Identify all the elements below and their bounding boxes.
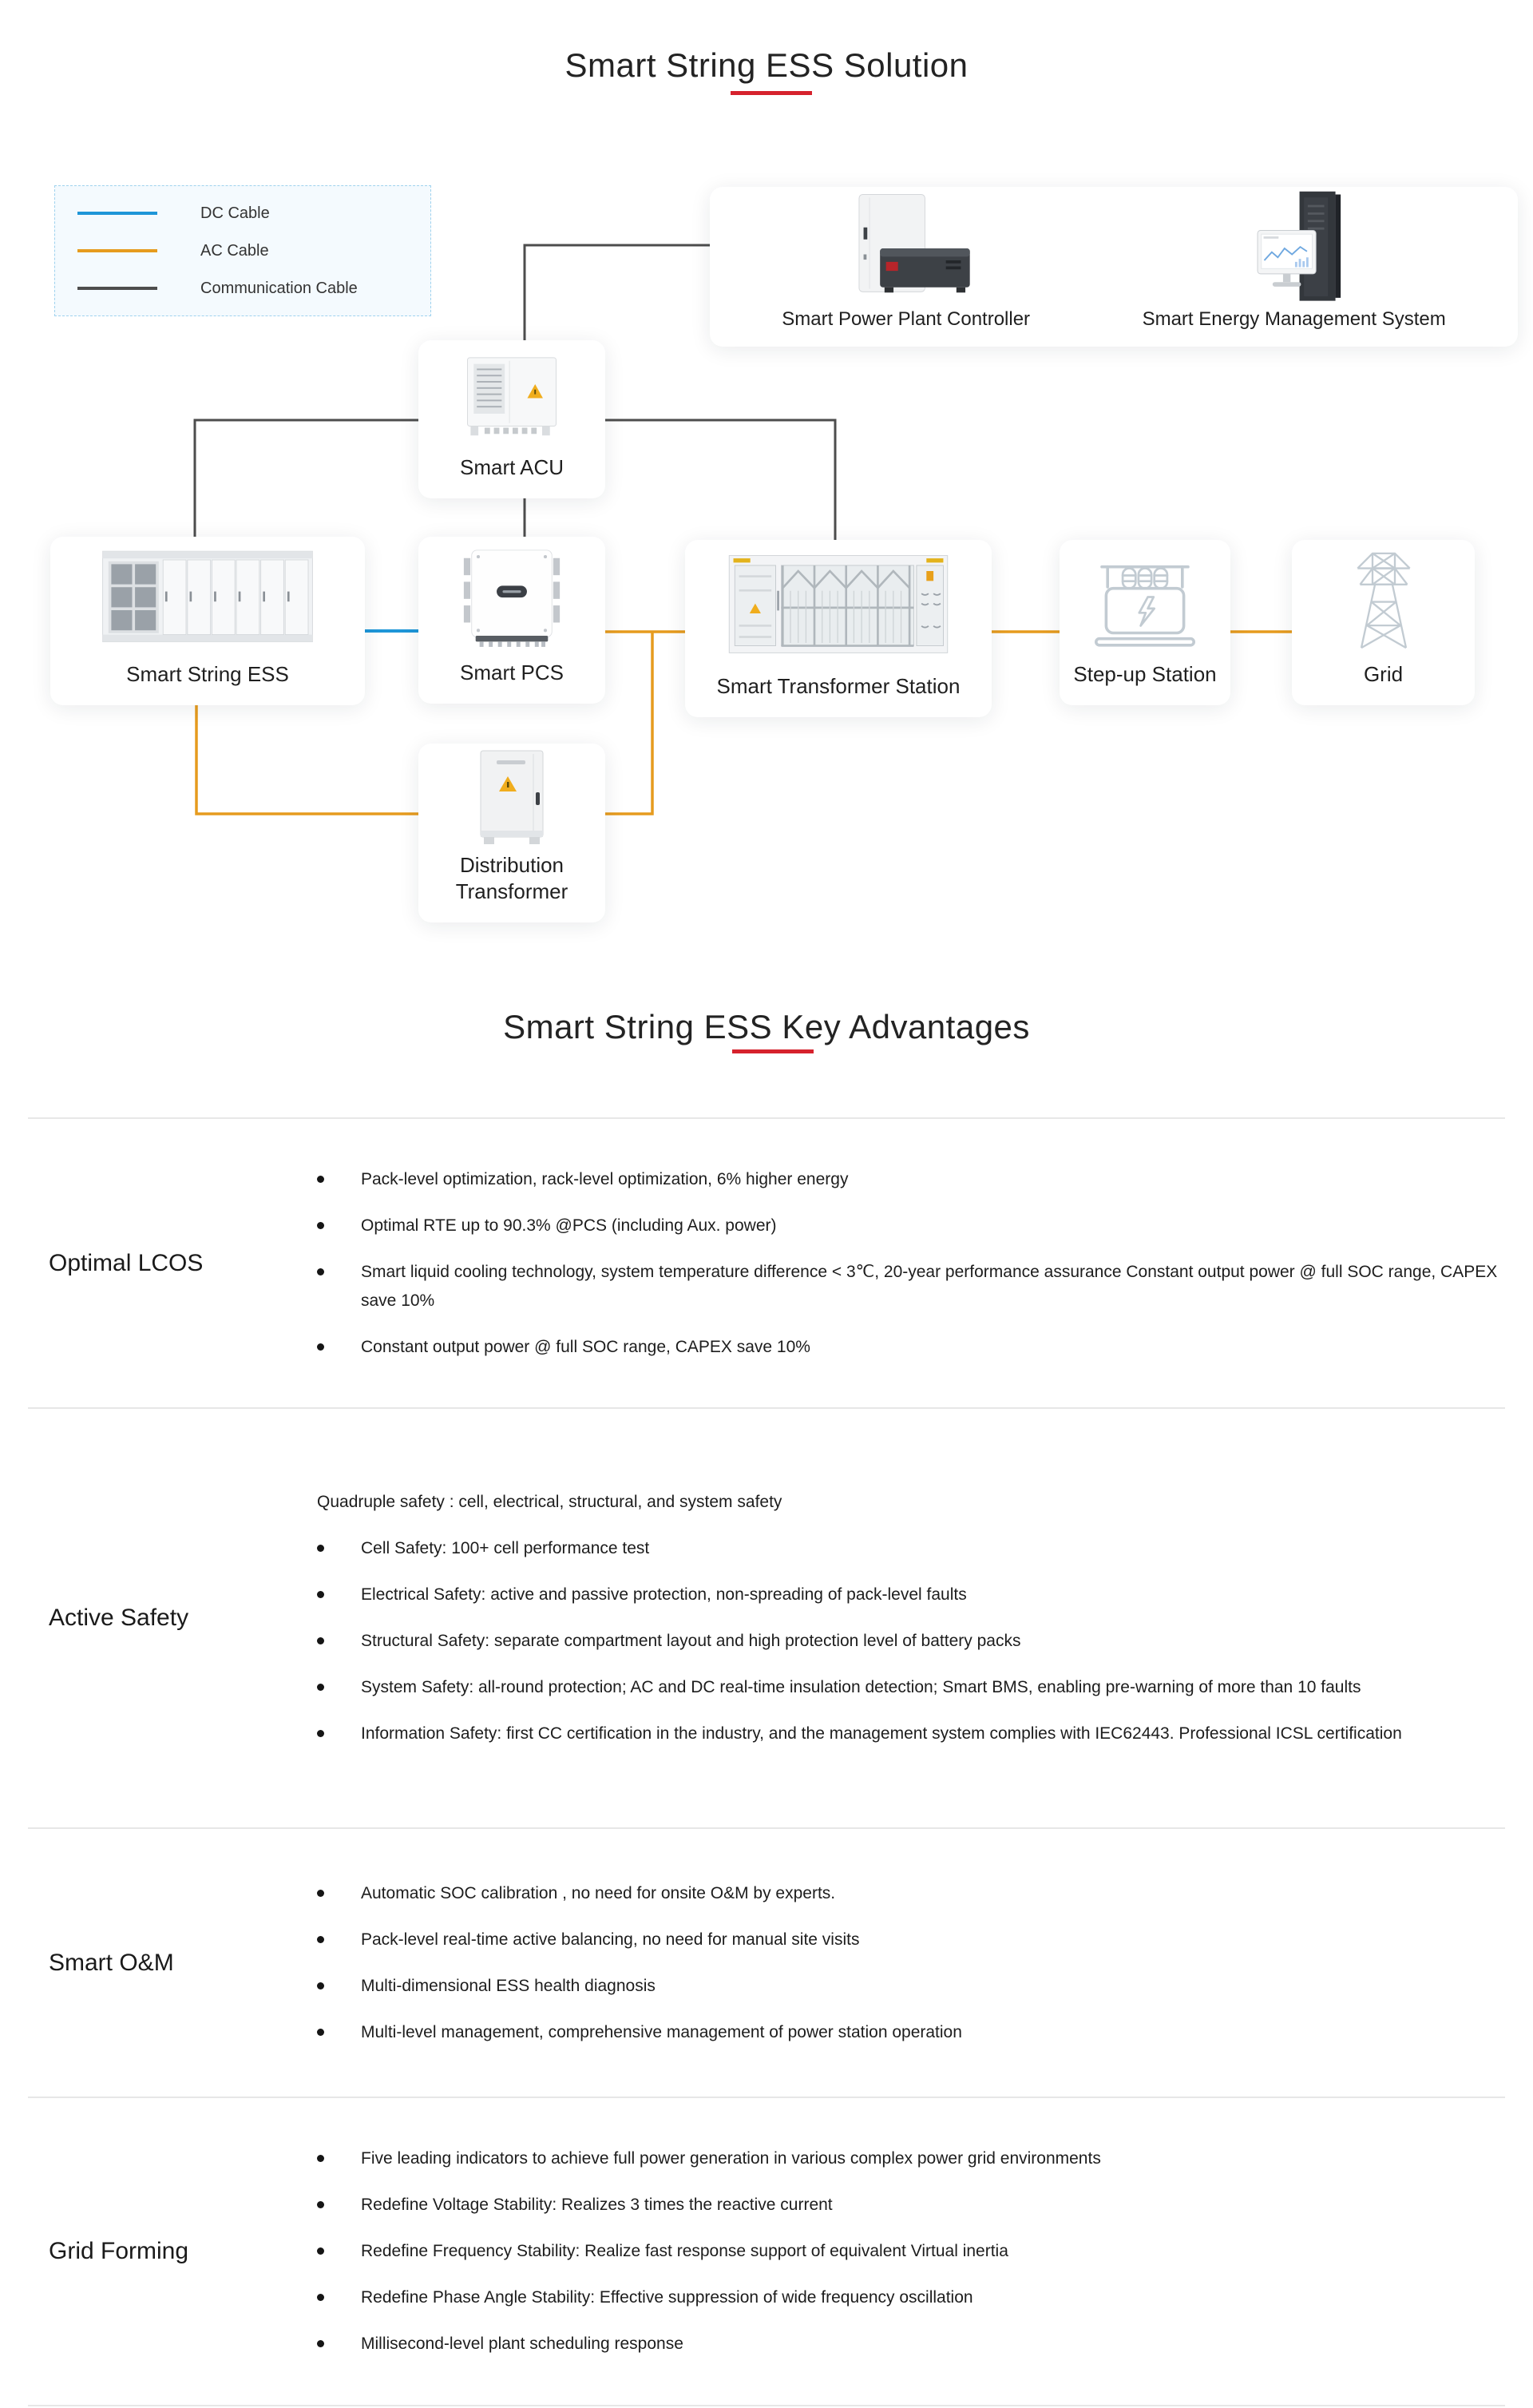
node-label: Distribution Transformer — [455, 853, 568, 903]
advantage-row-smart-om — [0, 1829, 1533, 2097]
node-smart-transformer-station — [685, 540, 992, 717]
node-label: Smart String ESS — [126, 662, 289, 686]
distribution-transformer-icon — [418, 744, 605, 852]
legend-label: DC Cable — [200, 204, 270, 222]
step-up-station-icon — [1060, 540, 1230, 661]
transformer-station-icon — [685, 540, 992, 673]
node-label: Grid — [1363, 662, 1404, 686]
advantage-bullet-list — [317, 1409, 1533, 1827]
power-plant-controller-icon — [782, 188, 1030, 308]
advantage-bullet-list — [317, 1829, 1533, 2097]
bullet-item: Information Safety: first CC certification in the industry, and the management system complies with IEC62443. Professional ICSL certification — [317, 1720, 1505, 1748]
node-label: Smart Energy Management System — [1142, 308, 1446, 330]
node-label: Step-up Station — [1073, 662, 1217, 686]
node-step-up-station — [1060, 540, 1230, 705]
bullet-item: Redefine Frequency Stability: Realize fast response support of equivalent Virtual inertia — [317, 2237, 1505, 2266]
advantage-category-label: Active Safety — [49, 1605, 189, 1631]
node-smart-string-ess — [50, 537, 365, 705]
energy-management-system-icon — [1143, 188, 1446, 308]
bullet-item: Multi-level management, comprehensive management of power station operation — [317, 2018, 1505, 2047]
node-label: Smart Transformer Station — [716, 674, 961, 698]
bullet-item: Optimal RTE up to 90.3% @PCS (including Aux. power) — [317, 1212, 1505, 1240]
bullet-item: Cell Safety: 100+ cell performance test — [317, 1534, 1505, 1563]
bullet-item: Pack-level real-time active balancing, no need for manual site visits — [317, 1926, 1505, 1954]
advantage-category-label: Smart O&M — [49, 1949, 174, 1976]
node-label: Smart PCS — [459, 661, 564, 684]
legend-item-comm — [55, 280, 430, 298]
bullet-item: Redefine Phase Angle Stability: Effective suppression of wide frequency oscillation — [317, 2283, 1505, 2312]
grid-tower-icon — [1292, 540, 1475, 661]
communication-cable-line-swatch — [77, 287, 157, 290]
bullet-item: Five leading indicators to achieve full power generation in various complex power grid environments — [317, 2144, 1505, 2173]
node-label: Smart ACU — [459, 455, 564, 479]
bullet-item: System Safety: all-round protection; AC and DC real-time insulation detection; Smart BMS, enabling pre-warning of more than 10 faults — [317, 1673, 1505, 1702]
legend-label: AC Cable — [200, 241, 269, 260]
advantages-title: Smart String ESS Key Advantages — [503, 1008, 1030, 1045]
node-label: Smart Power Plant Controller — [782, 308, 1031, 330]
comm-cable-acu-to-controller — [525, 245, 711, 343]
node-smart-acu — [418, 340, 605, 498]
advantage-bullet-list — [317, 1119, 1533, 1407]
legend-item-dc — [55, 204, 430, 223]
advantage-row-active-safety — [0, 1409, 1533, 1827]
legend — [54, 185, 431, 316]
pcs-inverter-icon — [418, 537, 605, 660]
row-intro-text: Quadruple safety : cell, electrical, structural, and system safety — [317, 1493, 782, 1511]
management-card — [710, 187, 1518, 347]
separator-line — [28, 2405, 1505, 2406]
bullet-item: Electrical Safety: active and passive protection, non-spreading of pack-level faults — [317, 1581, 1505, 1609]
bullet-item: Multi-dimensional ESS health diagnosis — [317, 1972, 1505, 2001]
title-underline — [732, 1049, 814, 1053]
string-ess-container-icon — [50, 537, 365, 661]
node-smart-pcs — [418, 537, 605, 704]
smart-acu-icon — [418, 340, 605, 454]
bullet-item: Smart liquid cooling technology, system temperature difference < 3℃, 20-year performance assurance Constant output power @ full SOC range, CAPEX save 10% — [317, 1258, 1505, 1315]
ac-cable-line-swatch — [77, 249, 157, 252]
bullet-item: Millisecond-level plant scheduling response — [317, 2330, 1505, 2358]
bullet-item: Redefine Voltage Stability: Realizes 3 times the reactive current — [317, 2191, 1505, 2220]
advantage-row-optimal-lcos — [0, 1119, 1533, 1407]
bullet-item: Pack-level optimization, rack-level optimization, 6% higher energy — [317, 1165, 1505, 1194]
comm-cable-acu-to-ess — [195, 420, 420, 542]
legend-item-ac — [55, 242, 430, 260]
connection-lines — [0, 0, 1533, 958]
node-smart-energy-management-system — [1143, 195, 1446, 339]
lightning-bolt-icon — [1139, 597, 1155, 626]
dc-cable-line-swatch — [77, 212, 157, 215]
node-grid — [1292, 540, 1475, 705]
node-distribution-transformer — [418, 744, 605, 922]
advantage-category-label: Optimal LCOS — [49, 1249, 204, 1276]
legend-label: Communication Cable — [200, 279, 358, 297]
bullet-item: Structural Safety: separate compartment layout and high protection level of battery packs — [317, 1627, 1505, 1656]
solution-title: Smart String ESS Solution — [564, 46, 969, 84]
bullet-item: Constant output power @ full SOC range, CAPEX save 10% — [317, 1333, 1505, 1362]
node-smart-power-plant-controller — [782, 195, 1030, 339]
advantage-category-label: Grid Forming — [49, 2238, 189, 2264]
advantage-bullet-list — [317, 2098, 1533, 2405]
comm-cable-acu-to-transformer-station — [604, 420, 835, 545]
advantage-row-grid-forming — [0, 2098, 1533, 2405]
bullet-item: Automatic SOC calibration , no need for onsite O&M by experts. — [317, 1879, 1505, 1908]
